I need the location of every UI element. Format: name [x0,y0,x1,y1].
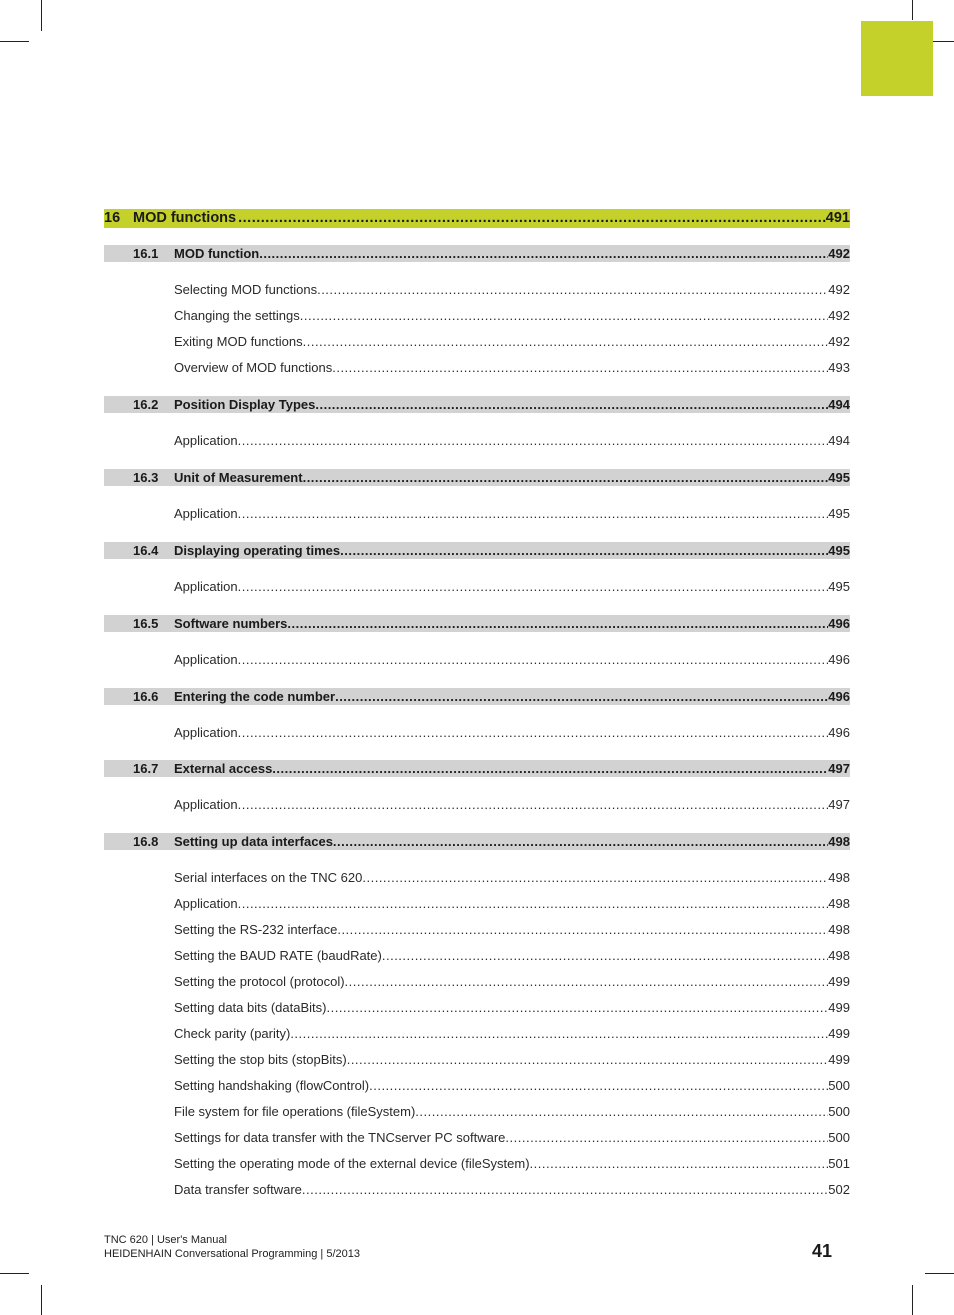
section-page: 498 [828,834,850,849]
leader-dots [362,868,828,888]
footer [104,1233,360,1261]
section-title: Software numbers [174,616,288,631]
footer-line-1: TNC 620 | User's Manual [104,1234,227,1246]
leader-dots [238,795,829,815]
entry-title: Application [174,506,238,521]
chapter-tab-marker [861,21,933,96]
entry-title: Selecting MOD functions [174,282,318,297]
toc-entry-row[interactable] [104,723,850,743]
section-title: Position Display Types [174,397,316,412]
toc-entry-row[interactable] [104,1154,850,1174]
entry-title: Serial interfaces on the TNC 620 [174,870,363,885]
leader-dots [317,280,828,300]
toc-section-row[interactable] [104,469,850,486]
entry-title: Setting data bits (dataBits) [174,1000,327,1015]
section-number: 16.5 [133,616,159,631]
section-title: Entering the code number [174,689,336,704]
section-number: 16.1 [133,246,159,261]
entry-page: 492 [828,334,850,349]
leader-dots [369,1076,828,1096]
crop-mark [0,41,29,42]
entry-page: 499 [828,1052,850,1067]
leader-dots [272,760,828,777]
toc-section-row[interactable] [104,245,850,262]
section-page: 495 [828,470,850,485]
toc-entry-row[interactable] [104,894,850,914]
section-number: 16.3 [133,470,159,485]
toc-entry-row[interactable] [104,1102,850,1122]
entry-page: 496 [828,725,850,740]
entry-title: Setting the protocol (protocol) [174,974,345,989]
entry-page: 502 [828,1182,850,1197]
leader-dots [340,542,828,559]
toc-entry-row[interactable] [104,431,850,451]
leader-dots [345,972,829,992]
leader-dots [505,1128,828,1148]
section-page: 495 [828,543,850,558]
section-page: 492 [828,246,850,261]
entry-page: 498 [828,896,850,911]
section-title: Setting up data interfaces [174,834,333,849]
leader-dots [530,1154,829,1174]
entry-title: Setting the operating mode of the external device (fileSystem) [174,1156,530,1171]
leader-dots [290,1024,828,1044]
leader-dots [315,396,828,413]
section-title: External access [174,761,273,776]
leader-dots [238,894,829,914]
toc-section-row[interactable] [104,760,850,777]
leader-dots [333,833,828,850]
entry-page: 499 [828,1000,850,1015]
toc-entry-row[interactable] [104,306,850,326]
entry-title: Application [174,652,238,667]
entry-title: Setting handshaking (flowControl) [174,1078,370,1093]
toc-entry-row[interactable] [104,577,850,597]
leader-dots [303,469,829,486]
entry-title: File system for file operations (fileSystem) [174,1104,416,1119]
leader-dots [238,431,829,451]
entry-title: Exiting MOD functions [174,334,303,349]
chapter-page: 491 [825,210,850,226]
entry-page: 498 [828,870,850,885]
leader-dots [287,615,828,632]
entry-page: 495 [828,506,850,521]
entry-page: 497 [828,797,850,812]
toc-entry-row[interactable] [104,358,850,378]
toc-entry-row[interactable] [104,1128,850,1148]
entry-page: 500 [828,1104,850,1119]
leader-dots [238,650,829,670]
toc-section-row[interactable] [104,542,850,559]
section-number: 16.6 [133,689,159,704]
section-number: 16.7 [133,761,159,776]
toc-section-row[interactable] [104,688,850,705]
section-page: 497 [828,761,850,776]
entry-page: 493 [828,360,850,375]
leader-dots [238,723,829,743]
entry-page: 494 [828,433,850,448]
chapter-title: MOD functions [133,210,237,226]
entry-title: Application [174,433,238,448]
leader-dots [302,1180,828,1200]
entry-title: Overview of MOD functions [174,360,333,375]
section-title: Displaying operating times [174,543,341,558]
entry-page: 499 [828,974,850,989]
entry-title: Settings for data transfer with the TNCserver PC software [174,1130,506,1145]
section-page: 496 [828,689,850,704]
leader-dots [415,1102,828,1122]
toc-entry-row[interactable] [104,280,850,300]
toc-section-row[interactable] [104,396,850,413]
entry-title: Application [174,797,238,812]
entry-page: 498 [828,948,850,963]
entry-page: 500 [828,1078,850,1093]
crop-mark [912,1285,913,1315]
leader-dots [303,332,829,352]
entry-page: 500 [828,1130,850,1145]
toc-entry-row[interactable] [104,946,850,966]
footer-line-2: HEIDENHAIN Conversational Programming | 5/2013 [104,1248,360,1260]
section-number: 16.8 [133,834,159,849]
entry-title: Application [174,725,238,740]
entry-page: 492 [828,282,850,297]
section-page: 494 [828,397,850,412]
section-number: 16.2 [133,397,159,412]
toc-entry-row[interactable] [104,332,850,352]
leader-dots [332,358,828,378]
toc-entry-row[interactable] [104,650,850,670]
leader-dots [382,946,828,966]
entry-page: 495 [828,579,850,594]
crop-mark [912,0,913,20]
toc-entry-row[interactable] [104,998,850,1018]
toc-entry-row[interactable] [104,868,850,888]
leader-dots [300,306,829,326]
toc-entry-row[interactable] [104,920,850,940]
entry-page: 492 [828,308,850,323]
entry-page: 496 [828,652,850,667]
leader-dots [238,504,829,524]
entry-title: Changing the settings [174,308,300,323]
crop-mark [41,1285,42,1315]
leader-dots [337,920,828,940]
toc-chapter-row[interactable] [104,209,850,228]
toc-entry-row[interactable] [104,1076,850,1096]
entry-title: Application [174,896,238,911]
section-number: 16.4 [133,543,159,558]
toc-section-row[interactable] [104,833,850,850]
leader-dots [238,209,826,228]
entry-title: Check parity (parity) [174,1026,291,1041]
entry-title: Setting the stop bits (stopBits) [174,1052,347,1067]
leader-dots [259,245,828,262]
leader-dots [326,998,828,1018]
crop-mark [0,1273,29,1274]
toc-entry-row[interactable] [104,972,850,992]
leader-dots [335,688,828,705]
toc-entry-row[interactable] [104,1180,850,1200]
section-page: 496 [828,616,850,631]
entry-title: Data transfer software [174,1182,302,1197]
page-number: 41 [812,1241,833,1261]
entry-title: Setting the BAUD RATE (baudRate) [174,948,382,963]
entry-page: 498 [828,922,850,937]
toc-section-row[interactable] [104,615,850,632]
entry-page: 501 [828,1156,850,1171]
toc-entry-row[interactable] [104,504,850,524]
entry-page: 499 [828,1026,850,1041]
leader-dots [238,577,829,597]
crop-mark [925,1273,954,1274]
leader-dots [347,1050,829,1070]
entry-title: Setting the RS-232 interface [174,922,338,937]
toc-entry-row[interactable] [104,1024,850,1044]
section-title: MOD function [174,246,260,261]
section-title: Unit of Measurement [174,470,303,485]
entry-title: Application [174,579,238,594]
chapter-number: 16 [104,210,121,226]
crop-mark [41,0,42,31]
toc-entry-row[interactable] [104,795,850,815]
toc-entry-row[interactable] [104,1050,850,1070]
